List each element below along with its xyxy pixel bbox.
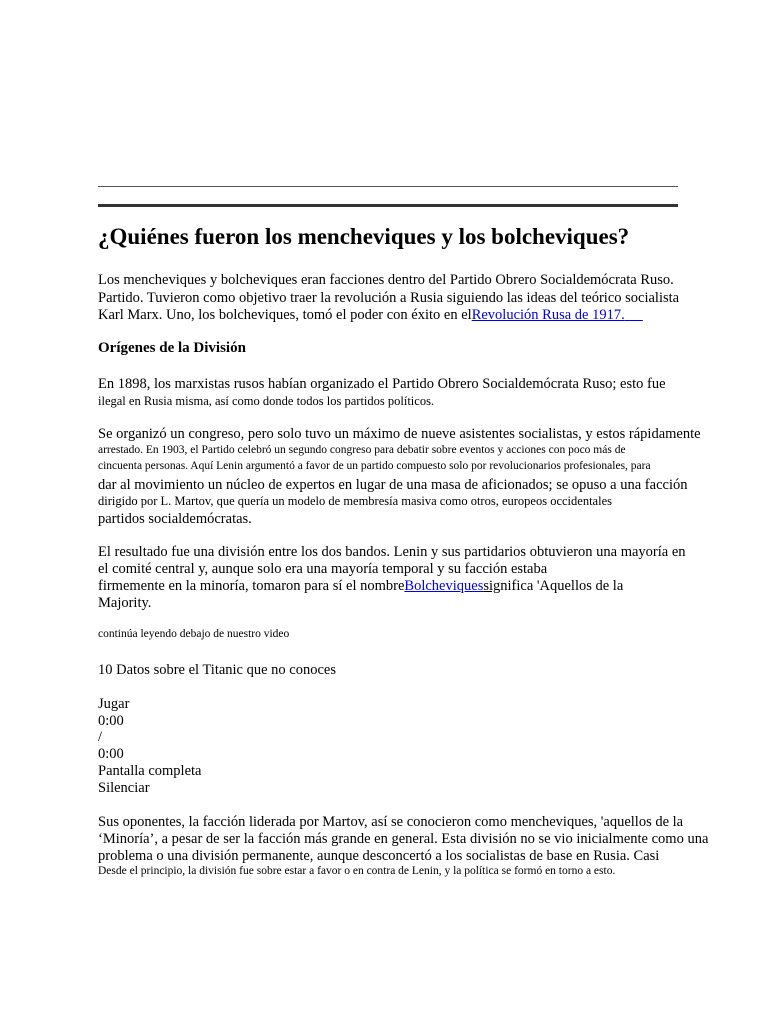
paragraph-line: el comité central y, aunque solo era una mayoría temporal y su facción estaba	[98, 561, 548, 577]
paragraph-line: Desde el principio, la división fue sobre estar a favor o en contra de Lenin, y la política se formó en torno a esto.	[98, 865, 616, 877]
paragraph-text: firmemente en la minoría, tomaron para sí el nombre	[98, 578, 405, 594]
video-title: 10 Datos sobre el Titanic que no conoces	[98, 662, 337, 678]
paragraph-line: El resultado fue una división entre los dos bandos. Lenin y sus partidarios obtuvieron una mayoría en	[98, 544, 686, 560]
paragraph-text: nifica 'Aquellos de la	[500, 578, 624, 594]
video-time-separator: /	[98, 729, 103, 745]
paragraph-line: Sus oponentes, la facción liderada por Martov, así se conocieron como mencheviques, 'aquellos de la	[98, 814, 684, 830]
revolution-1917-link[interactable]: Revolución Rusa de 1917.	[471, 307, 625, 323]
intro-line: Partido. Tuvieron como objetivo traer la revolución a Rusia siguiendo las ideas del teórico socialista	[98, 290, 680, 306]
bolcheviques-link[interactable]: Bolcheviques	[404, 578, 484, 594]
intro-line: Los mencheviques y bolcheviques eran facciones dentro del Partido Obrero Socialdemócrata Ruso.	[98, 272, 674, 288]
paragraph-line: ‘Minoría’, a pesar de ser la facción más grande en general. Esta división no se vio inicialmente como una	[98, 831, 709, 847]
intro-line	[98, 307, 643, 324]
paragraph-line: arrestado. En 1903, el Partido celebró un segundo congreso para debatir sobre eventos y acciones con poco más de	[98, 444, 626, 456]
continue-reading-label: continúa leyendo debajo de nuestro video	[98, 628, 290, 640]
paragraph-line	[98, 578, 623, 595]
paragraph-line: En 1898, los marxistas rusos habían organizado el Partido Obrero Socialdemócrata Ruso; esto fue	[98, 376, 666, 392]
underlined-text: sig	[483, 578, 501, 594]
video-duration: 0:00	[98, 746, 124, 762]
paragraph-line: Majority.	[98, 595, 152, 611]
section-heading: Orígenes de la División	[98, 340, 246, 356]
paragraph-line: ilegal en Rusia misma, así como donde todos los partidos políticos.	[98, 394, 435, 408]
horizontal-divider	[98, 186, 678, 187]
revolution-1917-link-tail[interactable]	[625, 307, 643, 323]
video-current-time: 0:00	[98, 713, 124, 729]
paragraph-line: Se organizó un congreso, pero solo tuvo un máximo de nueve asistentes socialistas, y estos rápidamente	[98, 426, 701, 442]
article-title: ¿Quiénes fueron los mencheviques y los bolcheviques?	[98, 224, 630, 249]
play-button[interactable]: Jugar	[98, 696, 130, 712]
paragraph-line: dirigido por L. Martov, que quería un modelo de membresía masiva como otros, europeos occidentales	[98, 494, 612, 508]
intro-text: Karl Marx. Uno, los bolcheviques, tomó el poder con éxito en el	[98, 307, 472, 323]
mute-button[interactable]: Silenciar	[98, 780, 150, 796]
horizontal-divider-thick	[98, 204, 678, 207]
fullscreen-button[interactable]: Pantalla completa	[98, 763, 202, 779]
paragraph-line: partidos socialdemócratas.	[98, 511, 252, 527]
paragraph-line: problema o una división permanente, aunque desconcertó a los socialistas de base en Rusia. Casi	[98, 848, 660, 864]
paragraph-line: dar al movimiento un núcleo de expertos en lugar de una masa de aficionados; se opuso a una facción	[98, 477, 688, 493]
paragraph-line: cincuenta personas. Aquí Lenin argumentó a favor de un partido compuesto solo por revolucionarios profesionales, para	[98, 460, 651, 472]
